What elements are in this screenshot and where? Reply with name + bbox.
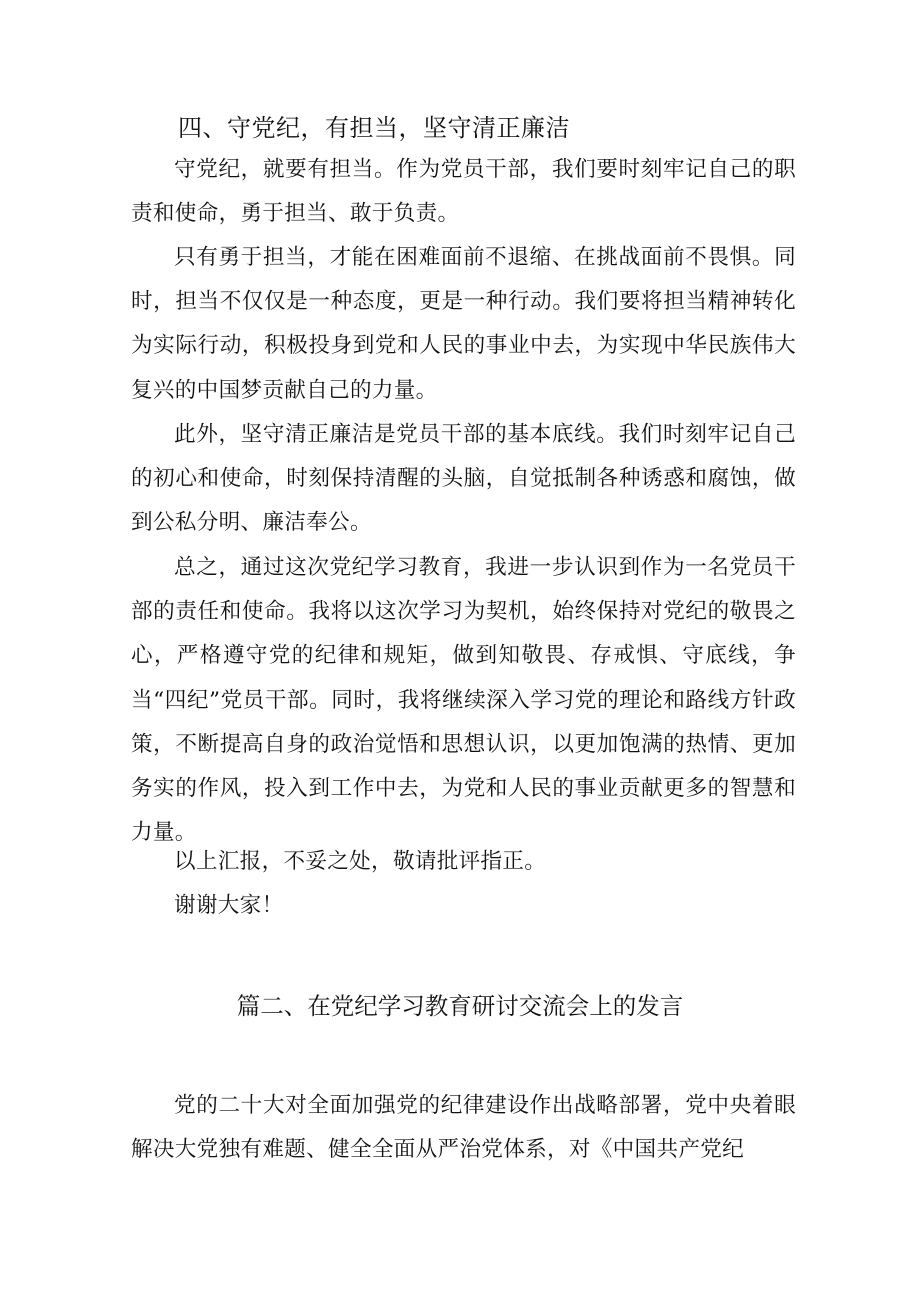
paragraph-closing-remark: 以上汇报，不妥之处，敬请批评指正。 xyxy=(174,849,547,874)
paragraph-duty: 守党纪，就要有担当。作为党员干部，我们要时刻牢记自己的职责和使命，勇于担当、敢于负责。 xyxy=(131,157,796,227)
next-section-title: 篇二、在党纪学习教育研讨交流会上的发言 xyxy=(236,992,684,1020)
paragraph-thanks: 谢谢大家！ xyxy=(174,893,284,918)
next-section-paragraph: 党的二十大对全面加强党的纪律建设作出战略部署，党中央着眼解决大党独有难题、健全全面从严治党体系，对《中国共产党纪 xyxy=(131,1093,796,1163)
paragraph-responsibility: 只有勇于担当，才能在困难面前不退缩、在挑战面前不畏惧。同时，担当不仅仅是一种态度，更是一种行动。我们要将担当精神转化为实际行动，积极投身到党和人民的事业中去，为实现中华民族伟大复兴的中国梦贡献自己的力量。 xyxy=(131,245,796,403)
section-heading: 四、守党纪，有担当，坚守清正廉洁 xyxy=(178,114,570,142)
paragraph-summary: 总之，通过这次党纪学习教育，我进一步认识到作为一名党员干部的责任和使命。我将以这次学习为契机，始终保持对党纪的敬畏之心，严格遵守党的纪律和规矩，做到知敬畏、存戒惧、守底线，争当“四纪”党员干部。同时，我将继续深入学习党的理论和路线方针政策，不断提高自身的政治觉悟和思想认识，以更加饱满的热情、更加务实的作风，投入到工作中去，为党和人民的事业贡献更多的智慧和力量。 xyxy=(131,555,796,846)
paragraph-integrity: 此外，坚守清正廉洁是党员干部的基本底线。我们时刻牢记自己的初心和使命，时刻保持清醒的头脑，自觉抵制各种诱惑和腐蚀，做到公私分明、廉洁奉公。 xyxy=(131,422,796,536)
